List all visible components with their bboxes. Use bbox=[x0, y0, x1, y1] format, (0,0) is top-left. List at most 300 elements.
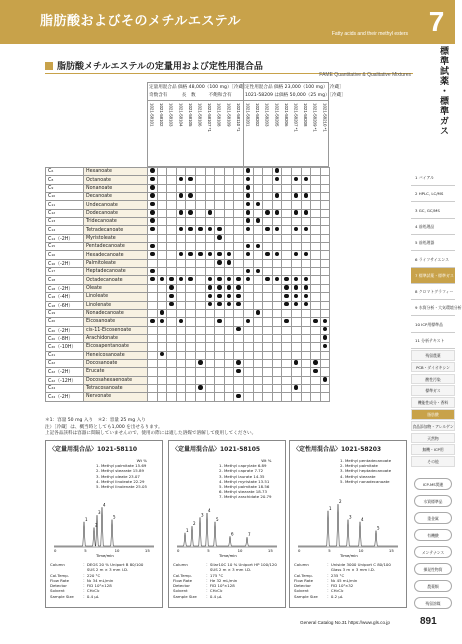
included-dot bbox=[188, 177, 193, 182]
condition-key: Sample Size bbox=[173, 593, 197, 599]
included-dot bbox=[284, 285, 289, 290]
row-cell bbox=[167, 359, 177, 367]
row-cell bbox=[215, 218, 225, 226]
row-cell bbox=[243, 243, 253, 251]
row-cell bbox=[195, 259, 205, 267]
row-compound: Octadecanoate bbox=[84, 276, 148, 284]
row-compound: Docosanoate bbox=[84, 359, 148, 367]
column-header: 1021-58105 bbox=[187, 103, 193, 127]
included-dot bbox=[179, 177, 184, 182]
row-cell bbox=[195, 343, 205, 351]
included-dot bbox=[265, 277, 270, 282]
row-cell bbox=[157, 218, 167, 226]
row-cell bbox=[291, 201, 301, 209]
row-compound: Pentadecanoate bbox=[84, 243, 148, 251]
row-cell bbox=[224, 293, 234, 301]
row-compound: Tridecanoate bbox=[84, 218, 148, 226]
table-row bbox=[46, 209, 330, 217]
table-row bbox=[46, 176, 330, 184]
row-symbol: C₉ bbox=[46, 184, 84, 192]
qual-price-label: 定性用混合品 価格 23,000（100 mg）［冷蔵］ bbox=[245, 85, 344, 90]
row-cell bbox=[215, 184, 225, 192]
sidebar-tag-button[interactable]: 重金属 bbox=[414, 512, 452, 524]
row-cell bbox=[272, 334, 282, 342]
sidebar-tag-button[interactable]: ICP-MS関連 bbox=[414, 478, 452, 490]
included-dot bbox=[313, 360, 318, 365]
row-cell bbox=[234, 184, 244, 192]
row-cell bbox=[224, 259, 234, 267]
row-cell bbox=[282, 343, 292, 351]
row-cell bbox=[195, 226, 205, 234]
row-cell bbox=[234, 334, 244, 342]
row-cell bbox=[224, 201, 234, 209]
row-cell bbox=[234, 243, 244, 251]
row-cell bbox=[167, 276, 177, 284]
row-cell bbox=[272, 251, 282, 259]
row-cell bbox=[282, 168, 292, 176]
row-cell bbox=[176, 359, 186, 367]
composition-table bbox=[45, 167, 330, 402]
included-dot bbox=[208, 302, 213, 307]
row-symbol: C₁₈（-4H） bbox=[46, 293, 84, 301]
legend-entry: 5. Methyl nonadecanoate bbox=[340, 478, 390, 484]
row-cell bbox=[157, 168, 167, 176]
row-cell bbox=[311, 209, 321, 217]
axis-label: Time/min bbox=[340, 553, 358, 558]
row-cell bbox=[234, 209, 244, 217]
row-cell bbox=[282, 293, 292, 301]
row-cell bbox=[234, 193, 244, 201]
row-cell bbox=[253, 359, 263, 367]
legend-entry: 4. Methyl stearate bbox=[340, 473, 376, 479]
condition-key: Flow Rate bbox=[173, 577, 193, 583]
row-cell bbox=[195, 234, 205, 242]
sidebar-category-item[interactable]: 天然物 bbox=[411, 433, 455, 444]
row-cell bbox=[148, 201, 158, 209]
row-cell bbox=[234, 343, 244, 351]
peak-label: 1 bbox=[329, 505, 332, 511]
row-cell bbox=[186, 318, 196, 326]
row-cell bbox=[311, 176, 321, 184]
row-cell bbox=[157, 234, 167, 242]
included-dot bbox=[150, 193, 155, 198]
row-cell bbox=[157, 301, 167, 309]
row-cell bbox=[186, 234, 196, 242]
condition-key: Detector bbox=[50, 583, 67, 589]
condition-value: ：He 32 mL/min bbox=[206, 577, 238, 583]
peak-label: 3 bbox=[201, 512, 204, 518]
row-cell bbox=[272, 201, 282, 209]
row-cell bbox=[148, 376, 158, 384]
included-dot bbox=[294, 302, 299, 307]
sidebar-tag-button[interactable]: 農薬類 bbox=[414, 580, 452, 592]
row-cell bbox=[186, 368, 196, 376]
sidebar-chapter-item[interactable]: 11 分析テキスト bbox=[411, 333, 455, 349]
included-dot bbox=[188, 193, 193, 198]
row-cell bbox=[195, 301, 205, 309]
row-cell bbox=[195, 384, 205, 392]
row-cell bbox=[311, 218, 321, 226]
row-compound: Eicosapentanoate bbox=[84, 343, 148, 351]
row-cell bbox=[253, 368, 263, 376]
included-dot bbox=[179, 252, 184, 257]
condition-value: ：FID 10²×128 bbox=[83, 583, 112, 589]
row-compound: Tetradecanoate bbox=[84, 226, 148, 234]
row-cell bbox=[215, 209, 225, 217]
row-cell bbox=[272, 368, 282, 376]
row-symbol: C₁₅ bbox=[46, 243, 84, 251]
included-dot bbox=[236, 327, 241, 332]
row-cell bbox=[195, 309, 205, 317]
table-row bbox=[46, 218, 330, 226]
sidebar-chapter-item[interactable]: 4 前処理品 bbox=[411, 219, 455, 235]
included-dot bbox=[198, 227, 203, 232]
sidebar-category-item[interactable]: PCB・ダイオキシン bbox=[411, 362, 455, 373]
sidebar-chapter-item[interactable]: 7 標準試薬・標準ガス bbox=[411, 268, 455, 284]
sidebar-tag-button[interactable]: 有機酸 bbox=[414, 529, 452, 541]
row-cell bbox=[224, 234, 234, 242]
row-cell bbox=[282, 393, 292, 401]
row-cell bbox=[186, 351, 196, 359]
row-cell bbox=[176, 234, 186, 242]
row-cell bbox=[320, 368, 330, 376]
row-cell bbox=[253, 343, 263, 351]
row-cell bbox=[234, 318, 244, 326]
included-dot bbox=[294, 277, 299, 282]
condition-value: ：220 °C bbox=[83, 572, 101, 578]
row-cell bbox=[282, 384, 292, 392]
row-cell bbox=[215, 301, 225, 309]
sidebar-category-item[interactable]: 脂肪酸 bbox=[411, 409, 455, 420]
row-cell bbox=[272, 376, 282, 384]
sidebar-chapter-item[interactable]: 10 ICP用標準品 bbox=[411, 317, 455, 333]
row-cell bbox=[301, 318, 311, 326]
column-header: 1021-58206 bbox=[283, 103, 289, 127]
axis-tick: 10 bbox=[358, 548, 364, 553]
row-cell bbox=[215, 393, 225, 401]
row-cell bbox=[291, 168, 301, 176]
row-cell bbox=[301, 368, 311, 376]
sidebar-tag-button[interactable]: 残留溶媒 bbox=[414, 597, 452, 609]
condition-key: Column bbox=[173, 562, 188, 567]
row-cell bbox=[224, 209, 234, 217]
row-cell bbox=[311, 276, 321, 284]
row-cell bbox=[186, 284, 196, 292]
row-cell bbox=[234, 284, 244, 292]
row-cell bbox=[215, 334, 225, 342]
table-row bbox=[46, 284, 330, 292]
row-cell bbox=[195, 218, 205, 226]
sidebar-chapter-item[interactable]: 9 水質分析・大気環境分析 bbox=[411, 300, 455, 316]
included-dot bbox=[169, 302, 174, 307]
row-cell bbox=[272, 393, 282, 401]
row-cell bbox=[282, 226, 292, 234]
included-dot bbox=[188, 210, 193, 215]
row-cell bbox=[234, 201, 244, 209]
sidebar-chapter-item[interactable]: 8 クロマトグラフィー bbox=[411, 284, 455, 300]
table-row bbox=[46, 251, 330, 259]
row-symbol: C₁₀ bbox=[46, 193, 84, 201]
included-dot bbox=[246, 168, 251, 173]
sidebar-category-item[interactable]: 残留農薬 bbox=[411, 350, 455, 361]
sidebar-category-item[interactable]: 酸性汚染 bbox=[411, 374, 455, 385]
row-cell bbox=[301, 351, 311, 359]
row-cell bbox=[301, 326, 311, 334]
row-cell bbox=[224, 384, 234, 392]
row-cell bbox=[186, 184, 196, 192]
peak-label: 6 bbox=[231, 531, 234, 537]
legend-entry: 6. Methyl stearate 18.73 bbox=[219, 489, 267, 495]
row-cell bbox=[195, 284, 205, 292]
row-cell bbox=[148, 326, 158, 334]
sidebar-chapter-item[interactable]: 3 GC, GC/MS bbox=[411, 203, 455, 219]
peak-label: 2 bbox=[95, 522, 98, 528]
included-dot bbox=[275, 193, 280, 198]
sidebar-tag-button[interactable]: 揮発性物質 bbox=[414, 563, 452, 575]
row-cell bbox=[301, 359, 311, 367]
row-cell bbox=[234, 368, 244, 376]
row-cell bbox=[224, 309, 234, 317]
condition-value: SUS 2 m × 3 mm I.D. bbox=[83, 567, 129, 573]
row-cell bbox=[205, 251, 215, 259]
row-cell bbox=[224, 326, 234, 334]
included-dot bbox=[294, 210, 299, 215]
condition-value: ：0.4 μL bbox=[83, 593, 99, 599]
table-row bbox=[46, 309, 330, 317]
row-cell bbox=[253, 184, 263, 192]
row-cell bbox=[301, 268, 311, 276]
row-cell bbox=[291, 234, 301, 242]
row-cell bbox=[291, 309, 301, 317]
sidebar-category-item[interactable]: 標準ガス bbox=[411, 385, 455, 396]
included-dot bbox=[217, 319, 222, 324]
axis-label: Time/min bbox=[219, 553, 237, 558]
row-cell bbox=[157, 376, 167, 384]
row-compound: Heneicosanoate bbox=[84, 351, 148, 359]
row-cell bbox=[291, 376, 301, 384]
included-dot bbox=[198, 252, 203, 257]
row-cell bbox=[176, 301, 186, 309]
row-cell bbox=[224, 368, 234, 376]
row-cell bbox=[243, 218, 253, 226]
row-cell bbox=[157, 251, 167, 259]
included-dot bbox=[227, 252, 232, 257]
note-line: 注）［冷蔵］は、概当時としても1,000 を出せるります。 bbox=[45, 424, 163, 430]
sidebar-chapter-item[interactable]: 5 前処理器 bbox=[411, 235, 455, 251]
row-cell bbox=[186, 243, 196, 251]
row-cell bbox=[186, 176, 196, 184]
row-compound: Nonadecanoate bbox=[84, 309, 148, 317]
table-row bbox=[46, 326, 330, 334]
row-cell bbox=[272, 276, 282, 284]
row-cell bbox=[291, 284, 301, 292]
row-cell bbox=[311, 284, 321, 292]
page-title: 脂肪酸およびそのメチルエステル bbox=[40, 14, 241, 29]
row-cell bbox=[176, 168, 186, 176]
row-cell bbox=[157, 293, 167, 301]
row-cell bbox=[263, 326, 273, 334]
included-dot bbox=[256, 202, 261, 207]
row-cell bbox=[301, 168, 311, 176]
condition-key: Col.Temp. bbox=[173, 572, 193, 578]
row-symbol: C₁₄ bbox=[46, 226, 84, 234]
legend-entry: 3. Methyl oleate 23.07 bbox=[96, 473, 140, 479]
row-cell bbox=[224, 376, 234, 384]
row-cell bbox=[263, 376, 273, 384]
table-row bbox=[46, 376, 330, 384]
row-cell bbox=[263, 301, 273, 309]
row-cell bbox=[224, 243, 234, 251]
table-row bbox=[46, 393, 330, 401]
sidebar-tag-button[interactable]: 水質標準品 bbox=[414, 495, 452, 507]
chromatogram-trace bbox=[54, 507, 154, 546]
row-cell bbox=[301, 309, 311, 317]
row-cell bbox=[282, 268, 292, 276]
row-cell bbox=[320, 284, 330, 292]
row-cell bbox=[320, 168, 330, 176]
row-cell bbox=[311, 184, 321, 192]
included-dot bbox=[150, 202, 155, 207]
row-cell bbox=[157, 193, 167, 201]
row-cell bbox=[205, 293, 215, 301]
row-cell bbox=[253, 234, 263, 242]
row-cell bbox=[311, 226, 321, 234]
condition-key: Detector bbox=[294, 583, 311, 589]
row-cell bbox=[234, 326, 244, 334]
row-cell bbox=[311, 168, 321, 176]
sidebar-tag-button[interactable]: メンテナンス bbox=[414, 546, 452, 558]
row-cell bbox=[148, 193, 158, 201]
row-cell bbox=[195, 176, 205, 184]
condition-row bbox=[294, 594, 391, 599]
condition-value: ：CH₂Cl₂ bbox=[83, 588, 100, 594]
included-dot bbox=[217, 277, 222, 282]
row-cell bbox=[148, 393, 158, 401]
legend-entry: 3. Methyl laurate 14.35 bbox=[219, 473, 265, 479]
sidebar-category-item[interactable]: 食品添加物・アレルゲン bbox=[411, 421, 455, 432]
included-dot bbox=[160, 352, 165, 357]
row-cell bbox=[186, 251, 196, 259]
sidebar-chapter-item[interactable]: 2 HPLC, LC/MS bbox=[411, 186, 455, 202]
row-cell bbox=[176, 326, 186, 334]
included-dot bbox=[294, 294, 299, 299]
included-dot bbox=[198, 360, 203, 365]
included-dot bbox=[217, 235, 222, 240]
row-cell bbox=[301, 284, 311, 292]
included-dot bbox=[284, 294, 289, 299]
row-cell bbox=[272, 326, 282, 334]
row-cell bbox=[272, 318, 282, 326]
included-dot bbox=[275, 277, 280, 282]
peak-label: 2 bbox=[339, 499, 342, 505]
row-cell bbox=[157, 359, 167, 367]
axis-tick: 15 bbox=[144, 548, 150, 553]
included-dot bbox=[304, 277, 309, 282]
legend-entry: 1. Methyl pentadecanoate bbox=[340, 458, 392, 463]
sidebar-category-item[interactable]: 機能性成分・香料 bbox=[411, 397, 455, 408]
group-unsat: 不飽和含有 bbox=[208, 93, 232, 98]
row-cell bbox=[186, 168, 196, 176]
row-compound: cis-11-Eicosenoate bbox=[84, 326, 148, 334]
axis-tick: 5 bbox=[207, 548, 210, 553]
row-cell bbox=[301, 293, 311, 301]
row-cell bbox=[263, 168, 273, 176]
row-cell bbox=[243, 259, 253, 267]
included-dot bbox=[150, 244, 155, 249]
sidebar-chapter-item[interactable]: 6 ライフサイエンス bbox=[411, 252, 455, 268]
row-cell bbox=[282, 234, 292, 242]
sidebar-chapter-item[interactable]: 1 バイアル bbox=[411, 170, 455, 186]
row-cell bbox=[195, 326, 205, 334]
condition-key: Col.Temp. bbox=[50, 572, 70, 578]
row-cell bbox=[186, 326, 196, 334]
row-cell bbox=[186, 209, 196, 217]
row-cell bbox=[311, 351, 321, 359]
row-symbol: C₂₄ bbox=[46, 384, 84, 392]
row-cell bbox=[224, 393, 234, 401]
row-cell bbox=[205, 309, 215, 317]
row-cell bbox=[176, 268, 186, 276]
row-cell bbox=[253, 384, 263, 392]
row-cell bbox=[311, 193, 321, 201]
row-cell bbox=[148, 251, 158, 259]
row-cell bbox=[148, 384, 158, 392]
peak-label: 5 bbox=[377, 525, 380, 531]
included-dot bbox=[275, 168, 280, 173]
axis-tick: 10 bbox=[237, 548, 243, 553]
condition-row bbox=[173, 594, 277, 599]
included-dot bbox=[236, 302, 241, 307]
footer-catalog[interactable]: General Catalog No.31 https://www.gls.co.jp bbox=[300, 620, 390, 625]
row-cell bbox=[148, 234, 158, 242]
row-cell bbox=[320, 234, 330, 242]
legend-entry: 5. Methyl palmitate 18.56 bbox=[219, 484, 270, 490]
row-cell bbox=[263, 259, 273, 267]
legend-entry: 4. Methyl myristate 13.51 bbox=[219, 478, 270, 484]
row-cell bbox=[301, 184, 311, 192]
row-cell bbox=[253, 201, 263, 209]
row-cell bbox=[272, 218, 282, 226]
sidebar-category-item[interactable]: その他 bbox=[411, 456, 455, 467]
condition-value: ：N₂ 45 mL/min bbox=[327, 577, 358, 583]
row-cell bbox=[148, 168, 158, 176]
column-header: 1021-58205 bbox=[274, 103, 280, 127]
included-dot bbox=[236, 277, 241, 282]
row-cell bbox=[282, 376, 292, 384]
row-cell bbox=[301, 343, 311, 351]
included-dot bbox=[323, 377, 328, 382]
row-cell bbox=[243, 318, 253, 326]
row-cell bbox=[195, 368, 205, 376]
table-row bbox=[46, 359, 330, 367]
sidebar-category-item[interactable]: 無機・ICP用 bbox=[411, 444, 455, 455]
row-cell bbox=[311, 359, 321, 367]
column-header: 1021-58107 *1 bbox=[207, 103, 213, 132]
included-dot bbox=[150, 319, 155, 324]
row-cell bbox=[176, 226, 186, 234]
included-dot bbox=[236, 285, 241, 290]
row-symbol: C₁₄（-2H） bbox=[46, 234, 84, 242]
row-cell bbox=[215, 201, 225, 209]
row-cell bbox=[320, 359, 330, 367]
row-cell bbox=[186, 301, 196, 309]
row-cell bbox=[176, 393, 186, 401]
header-bar bbox=[0, 0, 418, 44]
condition-key: Flow Rate bbox=[50, 577, 70, 583]
row-cell bbox=[243, 209, 253, 217]
row-cell bbox=[243, 168, 253, 176]
row-cell bbox=[272, 293, 282, 301]
